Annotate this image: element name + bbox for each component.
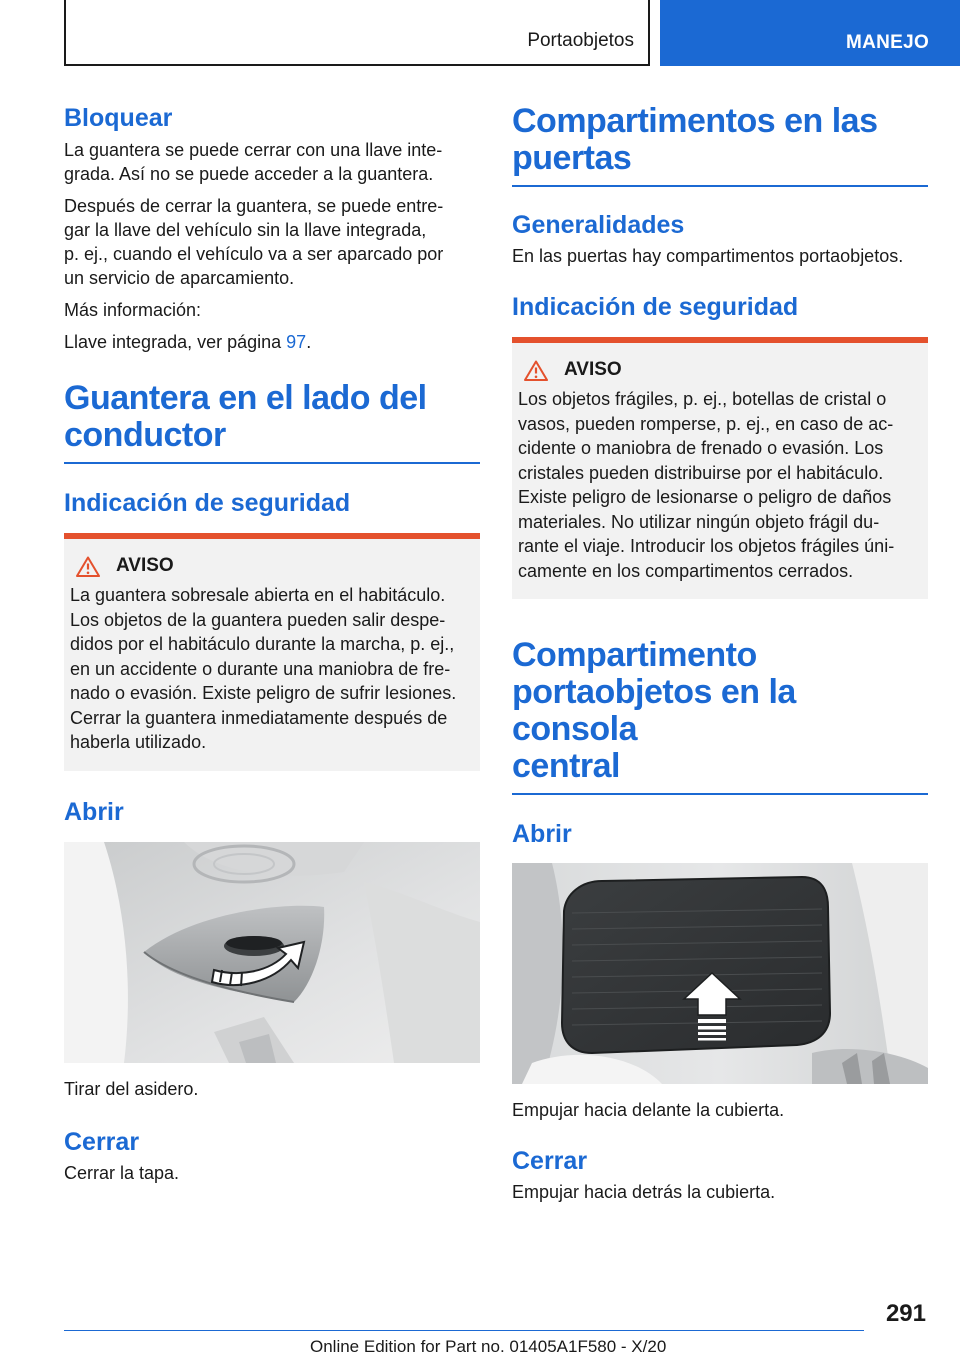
warning-box	[64, 533, 480, 771]
glovebox-illustration	[64, 842, 480, 1063]
text-line: p. ej., cuando el vehículo va a ser aparcado por	[64, 244, 444, 264]
page-number: 291	[885, 1300, 926, 1327]
heading-line: central	[512, 747, 620, 785]
footer-edition-text: Online Edition for Part no. 01405A1F580 - X/20	[310, 1337, 667, 1356]
text-line: Los objetos de la guantera pueden salir despe‐	[70, 609, 446, 630]
left-column	[64, 100, 480, 1185]
text-line: cidente o maniobra de frenado o evasión. Los	[518, 438, 884, 458]
text-line: grada. Así no se puede acceder a la guantera.	[64, 164, 434, 184]
right-column	[512, 100, 928, 1204]
text-line: rante el viaje. Introducir los objetos frágiles úni‐	[518, 536, 895, 556]
abrir-heading: Abrir	[512, 820, 572, 848]
page-reference	[64, 330, 480, 354]
text-line: Cerrar la guantera inmediatamente después de	[70, 707, 448, 728]
warning-header	[518, 359, 922, 381]
text-line: La guantera se puede cerrar con una llave inte‐	[64, 140, 443, 160]
heading-line: Guantera en el lado del	[64, 379, 427, 417]
cerrar-heading: Cerrar	[512, 1147, 588, 1175]
header-chapter-tab[interactable]	[660, 0, 960, 66]
text-line: Después de cerrar la guantera, se puede entre‐	[64, 196, 444, 216]
compartimentos-puertas-heading	[512, 103, 928, 187]
text-line: materiales. No utilizar ningún objeto frágil du‐	[518, 511, 880, 532]
text-line: Los objetos frágiles, p. ej., botellas de cristal o	[518, 389, 887, 409]
safety-heading: Indicación de seguridad	[64, 489, 351, 517]
bloquear-paragraph-2	[64, 194, 480, 290]
generalidades-text: En las puertas hay compartimentos portaobjetos.	[512, 246, 904, 266]
footer-divider	[64, 1330, 864, 1331]
text-line: didos por el habitáculo durante la marcha, p. ej.,	[70, 634, 455, 654]
cerrar-heading: Cerrar	[64, 1127, 140, 1156]
abrir-heading: Abrir	[64, 797, 124, 826]
text-line: cristales pueden distribuirse por el habitáculo.	[518, 462, 884, 483]
warning-text	[70, 583, 474, 755]
heading-line: Compartimento	[512, 636, 757, 674]
abrir-caption: Empujar hacia delante la cubierta.	[512, 1100, 785, 1120]
warning-triangle-icon	[524, 360, 548, 381]
header-section-label: Portaobjetos	[527, 30, 634, 51]
compartimento-consola-heading	[512, 637, 928, 795]
center-console-illustration	[512, 863, 928, 1084]
text-line: un servicio de aparcamiento.	[64, 268, 295, 288]
warning-label: AVISO	[564, 359, 622, 380]
text-line: vasos, pueden romperse, p. ej., en caso de ac‐	[518, 413, 894, 434]
text-line: gar la llave del vehículo sin la llave integrada,	[64, 220, 427, 240]
text-line: nado o evasión. Existe peligro de sufrir lesiones.	[70, 683, 457, 703]
text-line: camente en los compartimentos cerrados.	[518, 560, 854, 581]
text-line: haberla utilizado.	[70, 732, 207, 752]
safety-heading: Indicación de seguridad	[512, 293, 799, 321]
reference-end: .	[306, 332, 312, 352]
text-line: en un accidente o durante una maniobra de fre‐	[70, 658, 451, 679]
heading-line: Compartimentos en las	[512, 102, 878, 140]
text-line: La guantera sobresale abierta en el habitáculo.	[70, 585, 446, 605]
heading-line: puertas	[512, 139, 632, 177]
generalidades-heading: Generalidades	[512, 211, 685, 239]
reference-page-link[interactable]: 97	[286, 332, 307, 352]
warning-label: AVISO	[116, 555, 174, 576]
warning-triangle-icon	[76, 556, 100, 577]
warning-header	[70, 555, 474, 577]
heading-line: conductor	[64, 416, 226, 454]
text-line: Existe peligro de lesionarse o peligro de daños	[518, 487, 892, 507]
cerrar-text: Cerrar la tapa.	[64, 1162, 180, 1183]
more-info-label: Más información:	[64, 300, 202, 320]
header-section-box	[64, 0, 650, 66]
bloquear-heading: Bloquear	[64, 104, 173, 132]
reference-text: Llave integrada, ver página	[64, 332, 287, 352]
warning-box	[512, 337, 928, 599]
guantera-conductor-heading	[64, 380, 480, 464]
cerrar-text: Empujar hacia detrás la cubierta.	[512, 1182, 776, 1202]
warning-text	[518, 387, 922, 583]
bloquear-paragraph-1	[64, 138, 480, 186]
heading-line: portaobjetos en la consola	[512, 673, 796, 748]
header-chapter-label: MANEJO	[846, 32, 930, 53]
abrir-caption: Tirar del asidero.	[64, 1078, 199, 1099]
